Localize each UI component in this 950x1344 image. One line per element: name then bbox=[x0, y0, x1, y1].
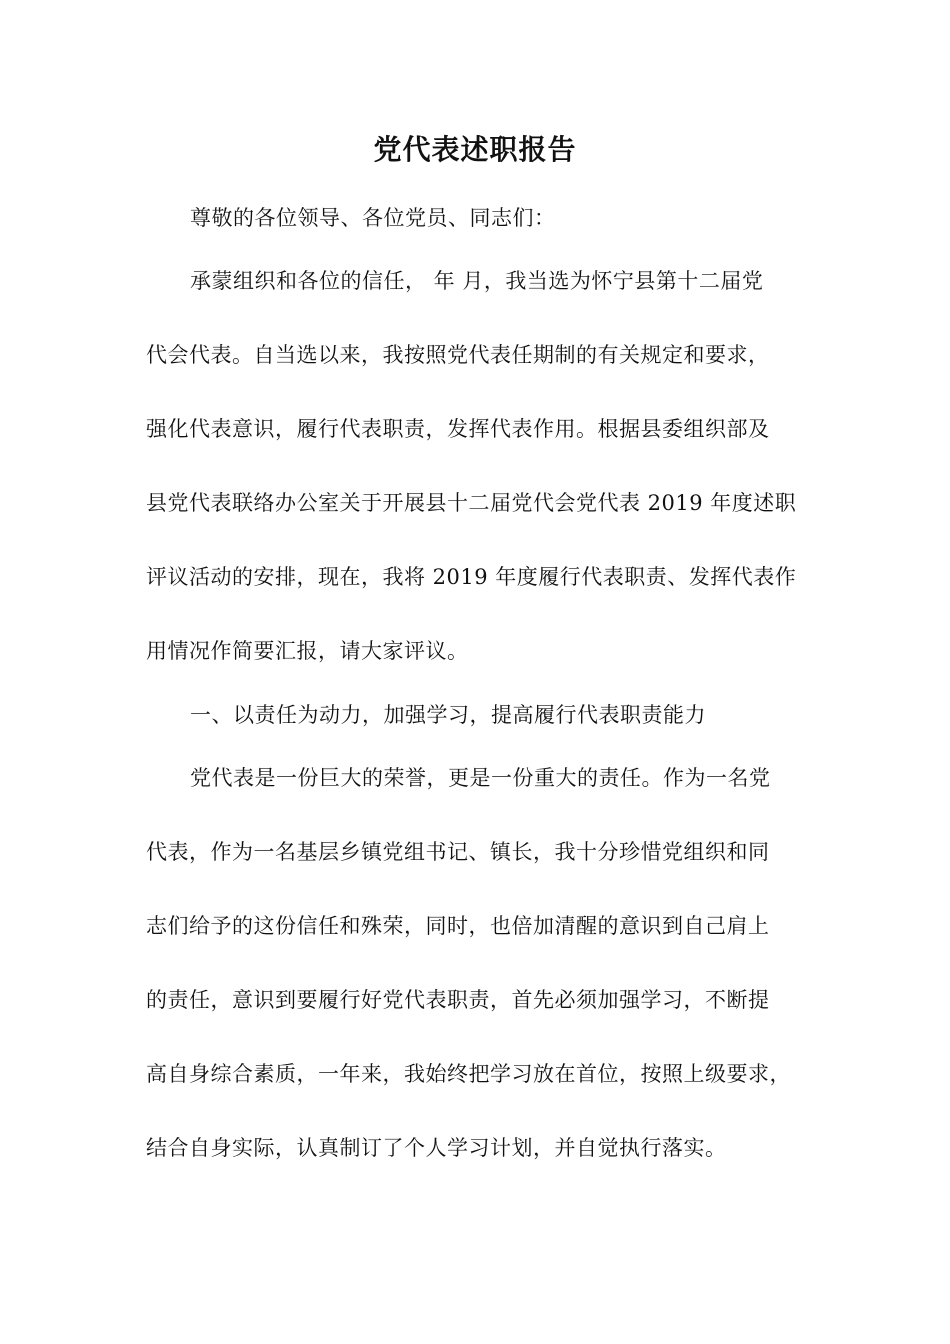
paragraph-line: 结合自身实际，认真制订了个人学习计划，并自觉执行落实。 bbox=[146, 1136, 727, 1160]
paragraph-line: 代表，作为一名基层乡镇党组书记、镇长，我十分珍惜党组织和同 bbox=[146, 840, 770, 864]
paragraph-line: 高自身综合素质，一年来，我始终把学习放在首位，按照上级要求， bbox=[146, 1062, 791, 1086]
paragraph-line: 用情况作简要汇报，请大家评议。 bbox=[146, 639, 469, 663]
section-heading: 一、以责任为动力，加强学习，提高履行代表职责能力 bbox=[190, 703, 706, 727]
paragraph-line: 代会代表。自当选以来，我按照党代表任期制的有关规定和要求， bbox=[146, 343, 770, 367]
paragraph-line: 县党代表联络办公室关于开展县十二届党代会党代表 2019 年度述职 bbox=[146, 491, 797, 515]
paragraph-line: 志们给予的这份信任和殊荣，同时，也倍加清醒的意识到自己肩上 bbox=[146, 914, 770, 938]
paragraph-line: 承蒙组织和各位的信任， 年 月，我当选为怀宁县第十二届党 bbox=[190, 269, 764, 293]
document-title: 党代表述职报告 bbox=[373, 133, 577, 166]
paragraph-line: 评议活动的安排，现在，我将 2019 年度履行代表职责、发挥代表作 bbox=[146, 565, 797, 589]
paragraph-line: 党代表是一份巨大的荣誉，更是一份重大的责任。作为一名党 bbox=[190, 766, 771, 790]
salutation: 尊敬的各位领导、各位党员、同志们： bbox=[190, 206, 556, 230]
paragraph-line: 强化代表意识，履行代表职责，发挥代表作用。根据县委组织部及 bbox=[146, 417, 770, 441]
paragraph-line: 的责任，意识到要履行好党代表职责，首先必须加强学习，不断提 bbox=[146, 988, 770, 1012]
